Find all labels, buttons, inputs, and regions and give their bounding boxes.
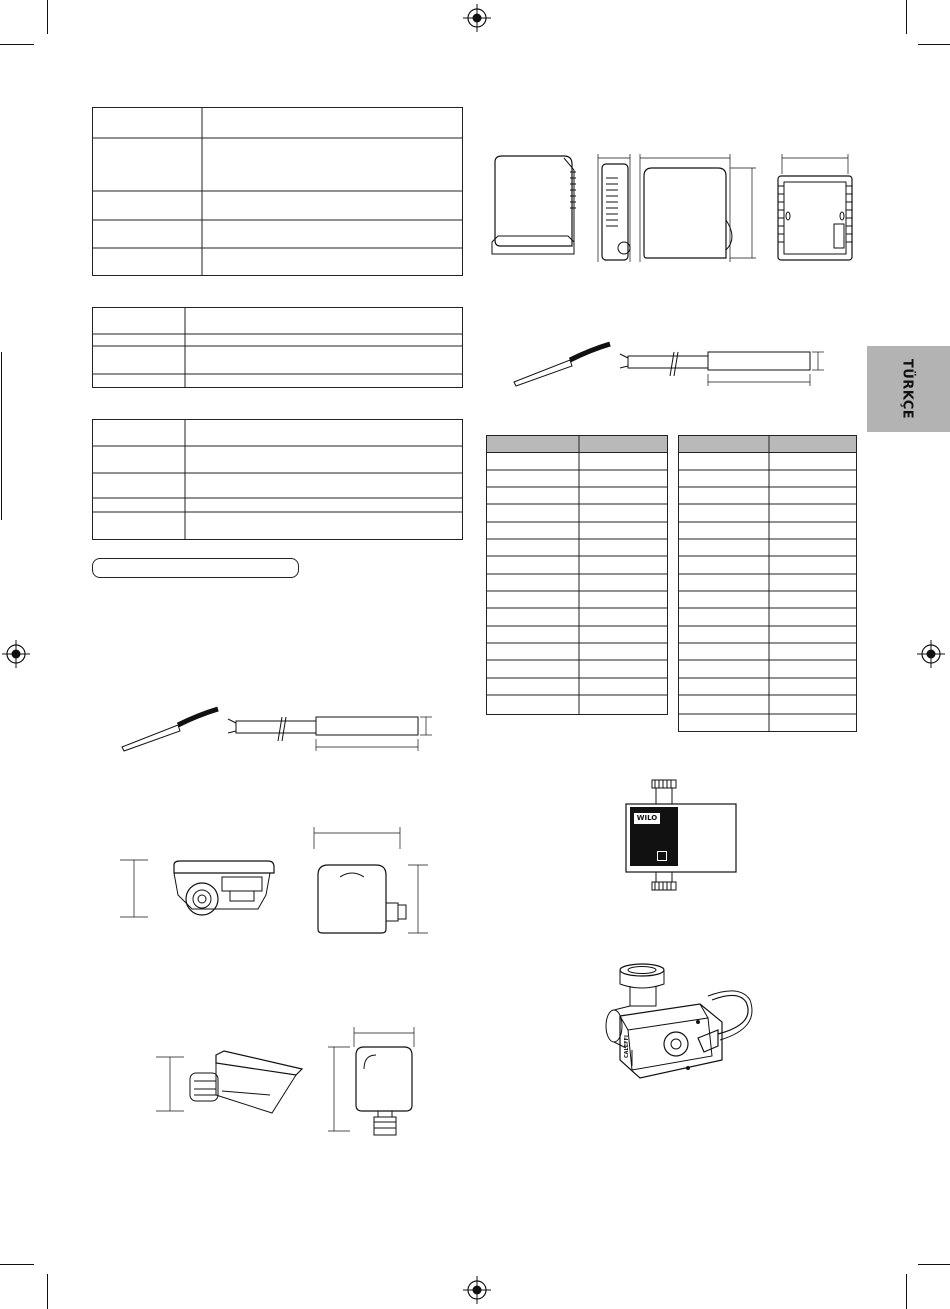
- contact-sensor-drawing: [150, 1025, 420, 1135]
- language-tab-label: TÜRKÇE: [899, 358, 915, 420]
- spec-table-1: [92, 107, 464, 279]
- section-label-box: [92, 558, 299, 578]
- parts-table-right: [678, 435, 859, 734]
- zone-valve-drawing: [600, 960, 756, 1084]
- power-symbol-icon: [657, 851, 667, 861]
- registration-mark-bottom: [463, 1276, 491, 1304]
- wilo-label-panel: [630, 807, 678, 866]
- spec-table-2: [92, 307, 464, 389]
- spec-table-3: [92, 419, 464, 541]
- registration-mark-left: [2, 640, 30, 668]
- parts-table-left: [486, 435, 670, 717]
- probe-drawing-1: [510, 338, 830, 394]
- probe-drawing-2: [118, 703, 438, 759]
- wilo-logo: WILO: [634, 813, 660, 824]
- room-thermostat-drawing: [490, 150, 870, 270]
- language-tab[interactable]: [867, 346, 950, 432]
- caleffi-logo: CALEFFI: [624, 1035, 630, 1058]
- registration-mark-right: [917, 640, 945, 668]
- registration-mark-top: [463, 4, 491, 32]
- outdoor-sensor-drawing: [118, 825, 438, 937]
